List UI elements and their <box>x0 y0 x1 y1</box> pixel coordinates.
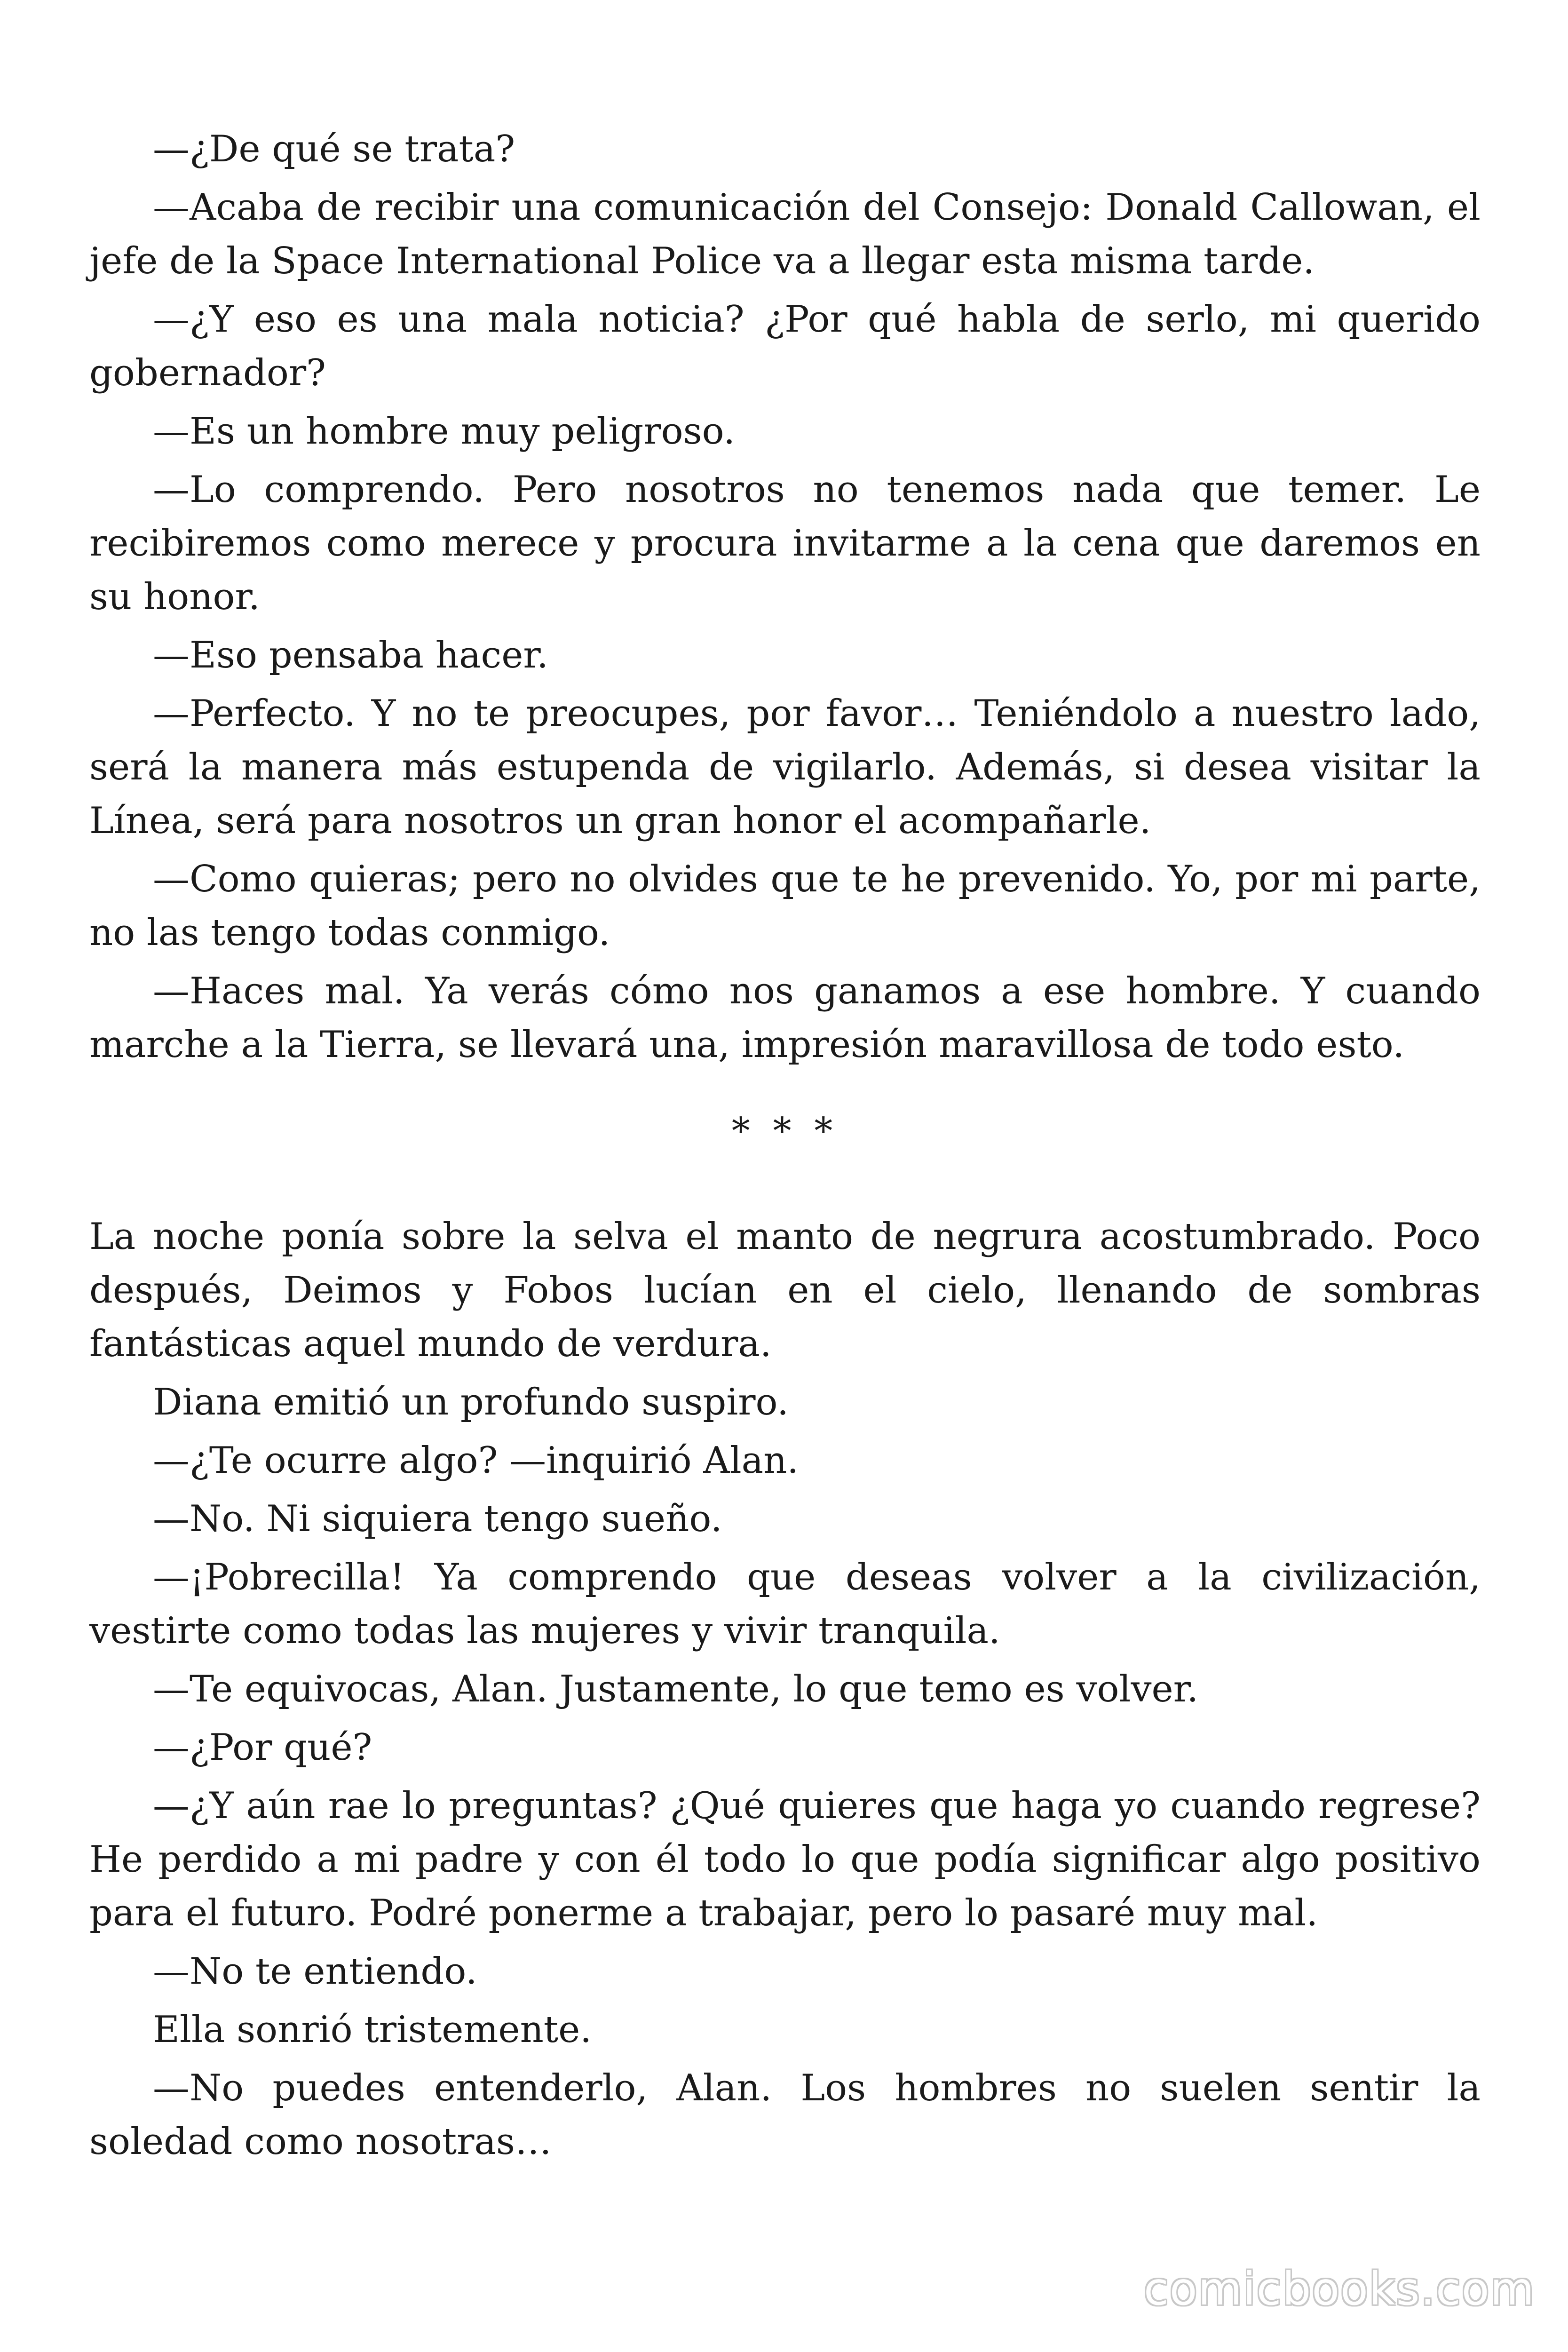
paragraph: —Perfecto. Y no te preocupes, por favor… Teniéndolo a nuestro lado, será la manera más estupenda de vigilarlo. Además, si desea visitar la Línea, será para nosotros un gran honor el acompañarle. <box>89 692 1481 842</box>
paragraph: La noche ponía sobre la selva el manto de negrura acostumbrado. Poco después, Deimos y Fobos lucían en el cielo, llenando de sombras fantásticas aquel mundo de verdura. <box>89 1216 1481 1365</box>
paragraph: —Lo comprendo. Pero nosotros no tenemos nada que temer. Le recibiremos como merece y procura invitarme a la cena que daremos en su honor. <box>89 469 1481 618</box>
paragraph: —¡Pobrecilla! Ya comprendo que deseas volver a la civilización, vestirte como todas las mujeres y vivir tranquila. <box>89 1556 1481 1652</box>
paragraph: —No te entiendo. <box>153 1950 477 1993</box>
paragraph: Ella sonrió tristemente. <box>153 2009 592 2051</box>
section-separator: * * * <box>731 1110 839 1152</box>
paragraph: —No puedes entenderlo, Alan. Los hombres no suelen sentir la soledad como nosotras… <box>89 2067 1481 2163</box>
paragraph: —¿De qué se trata? <box>153 128 515 170</box>
paragraph: —Es un hombre muy peligroso. <box>153 410 735 453</box>
paragraph: —¿Te ocurre algo? —inquirió Alan. <box>153 1439 799 1482</box>
paragraph: —Te equivocas, Alan. Justamente, lo que temo es volver. <box>153 1668 1199 1710</box>
paragraph: —¿Por qué? <box>153 1726 372 1769</box>
paragraph: Diana emitió un profundo suspiro. <box>153 1381 789 1423</box>
paragraph: —No. Ni siquiera tengo sueño. <box>153 1498 722 1540</box>
paragraph: —Eso pensaba hacer. <box>153 634 548 676</box>
paragraph: —¿Y aún rae lo preguntas? ¿Qué quieres que haga yo cuando regrese? He perdido a mi padre y con él todo lo que podía significar algo positivo para el futuro. Podré ponerme a trabajar, pero lo pasaré muy mal. <box>89 1785 1481 1934</box>
paragraph: —Acaba de recibir una comunicación del Consejo: Donald Callowan, el jefe de la Space International Police va a llegar esta misma tarde. <box>89 186 1481 282</box>
paragraph: —Haces mal. Ya verás cómo nos ganamos a ese hombre. Y cuando marche a la Tierra, se llevará una, impresión maravillosa de todo esto. <box>89 970 1481 1066</box>
page-text <box>89 122 1481 2173</box>
paragraph: —Como quieras; pero no olvides que te he prevenido. Yo, por mi parte, no las tengo todas conmigo. <box>89 858 1481 954</box>
paragraph: —¿Y eso es una mala noticia? ¿Por qué habla de serlo, mi querido gobernador? <box>89 298 1481 394</box>
watermark: comicbooks.com <box>1143 2263 1535 2315</box>
